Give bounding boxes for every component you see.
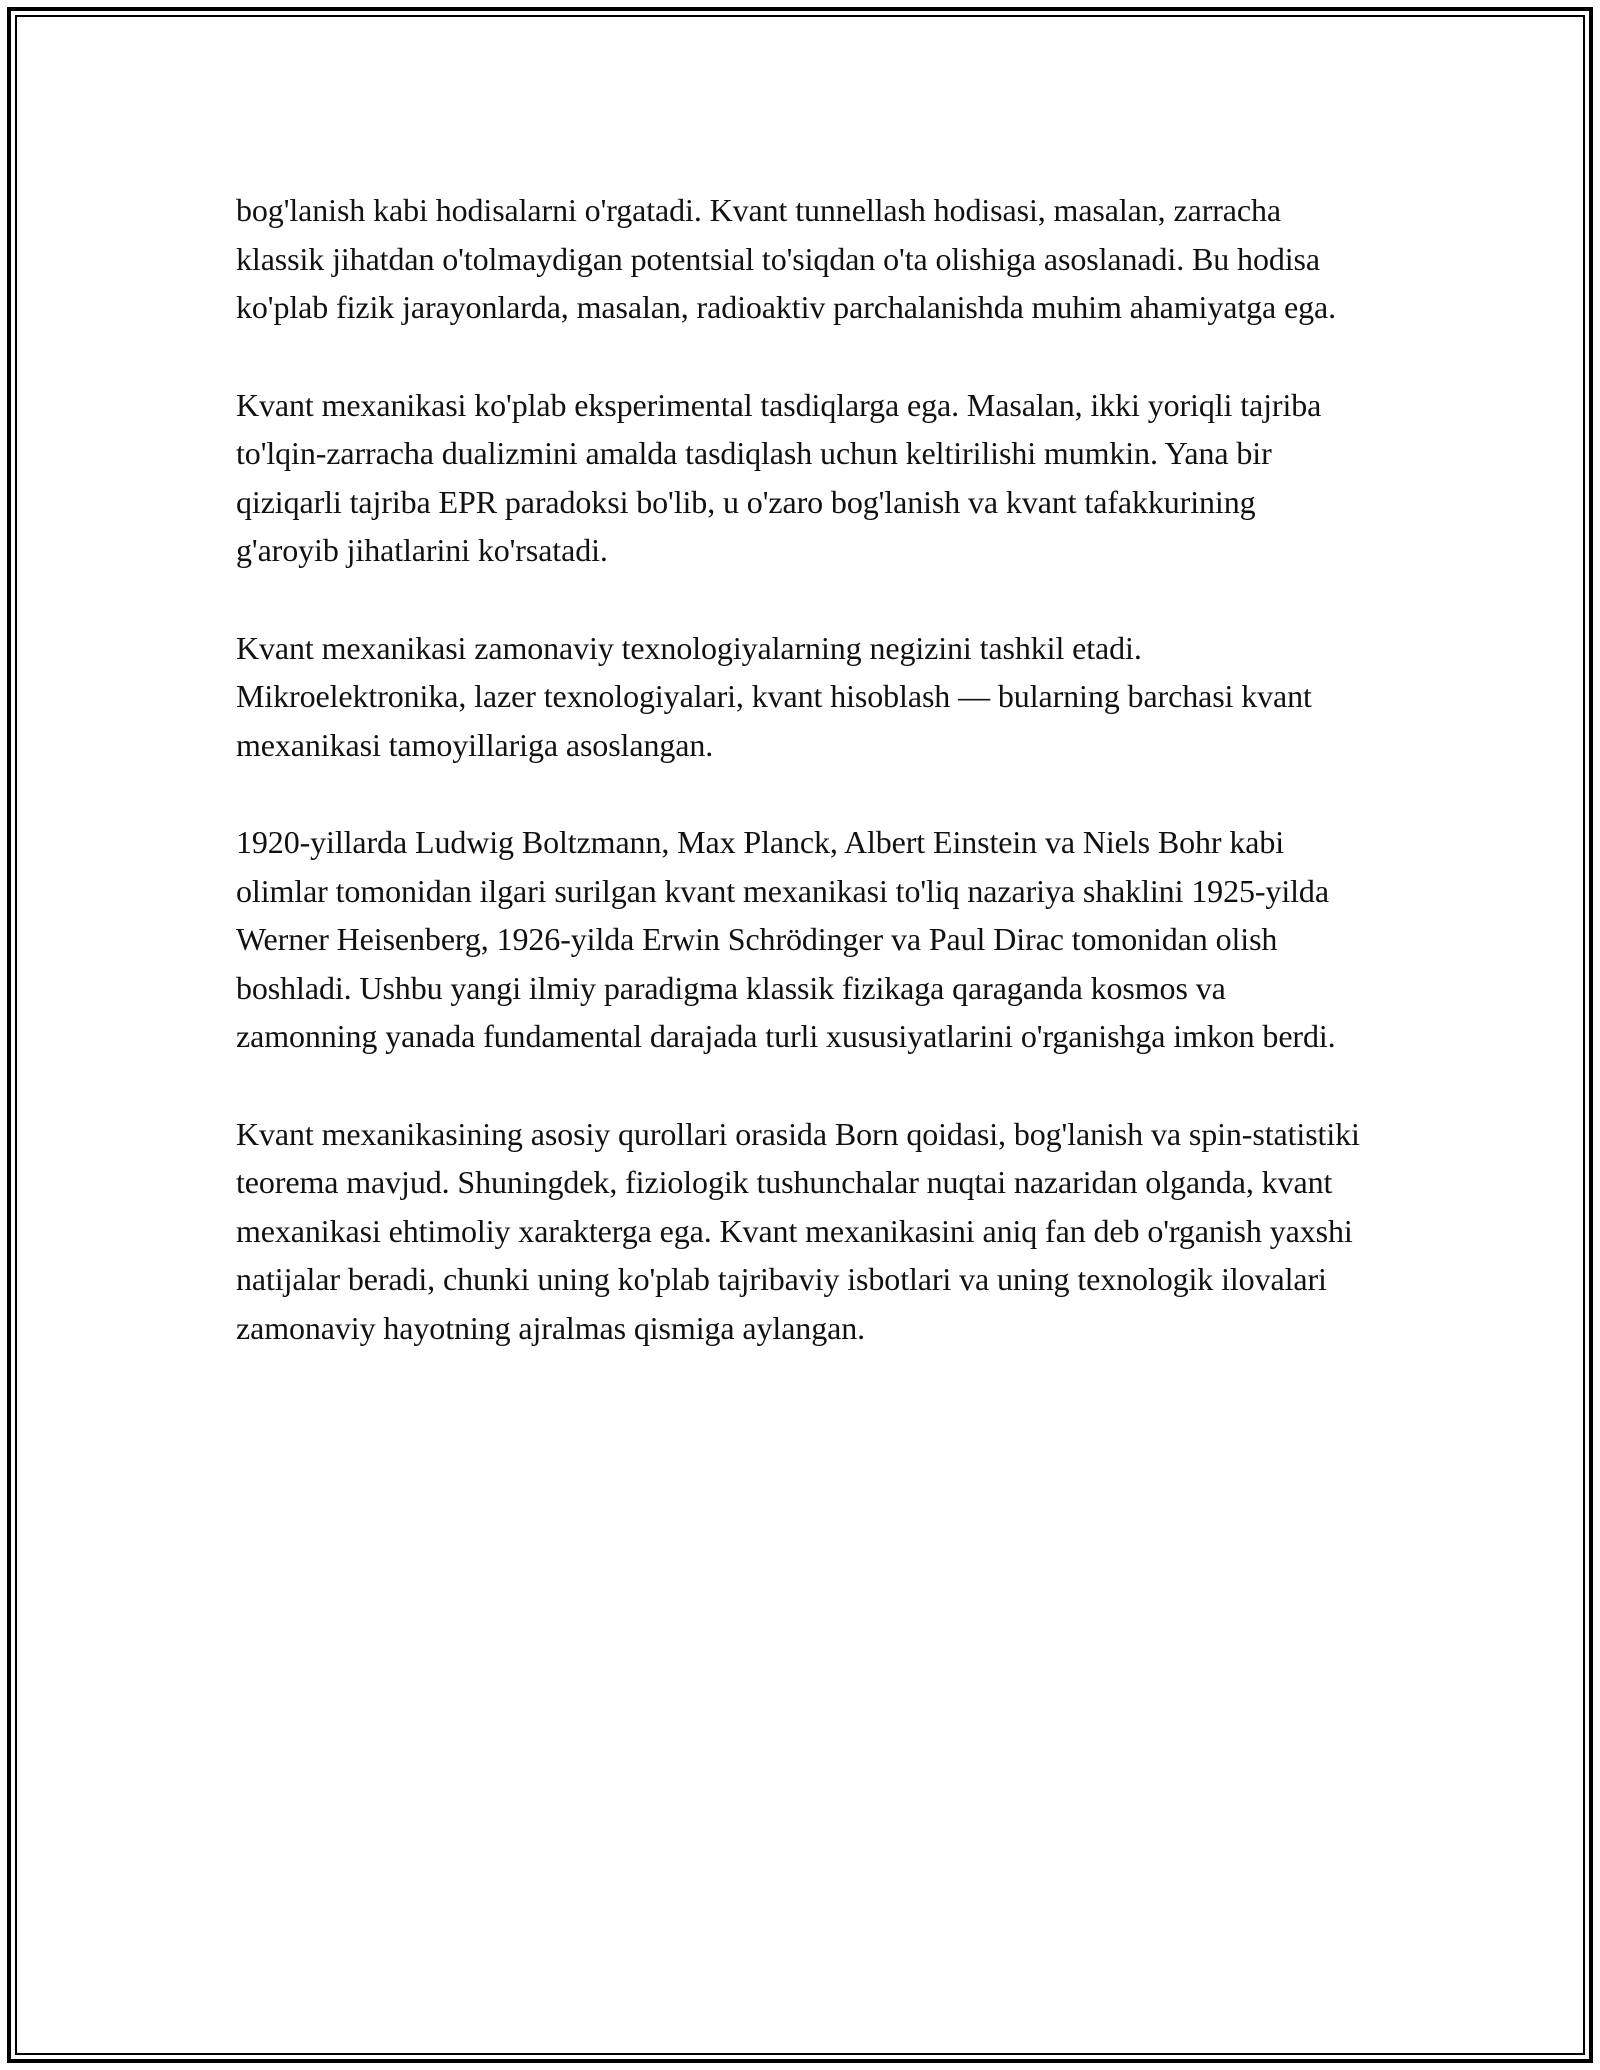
paragraph-1: bog'lanish kabi hodisalarni o'rgatadi. Kvant tunnellash hodisasi, masalan, zarracha klassik jihatdan o'tolmaydigan potentsial to'siqdan o'ta olishiga asoslanadi. Bu hodisa ko'plab fizik jarayonlarda, masalan, radioaktiv parchalanishda muhim ahamiyatga ega. xyxy=(236,192,1337,325)
paragraph-3: Kvant mexanikasi zamonaviy texnologiyalarning negizini tashkil etadi. Mikroelektronika, lazer texnologiyalari, kvant hisoblash — bularning barchasi kvant mexanikasi tamoyillariga asoslangan. xyxy=(236,629,1312,763)
paragraph-5: Kvant mexanikasining asosiy qurollari orasida Born qoidasi, bog'lanish va spin-statistiki teorema mavjud. Shuningdek, fiziologik tushunchalar nuqtai nazaridan olganda, kvant mexanikasi ehtimoliy xarakterga ega. Kvant mexanikasini aniq fan deb o'rganish yaxshi natijalar beradi, chunki uning ko'plab tajribaviy isbotlari va uning texnologik ilovalari zamonaviy hayotning ajralmas qismiga aylangan. xyxy=(236,1115,1360,1346)
paragraph-4: 1920-yillarda Ludwig Boltzmann, Max Planck, Albert Einstein va Niels Bohr kabi olimlar tomonidan ilgari surilgan kvant mexanikasi to'liq nazariya shaklini 1925-yilda Werner Heisenberg, 1926-yilda Erwin Schrödinger va Paul Dirac tomonidan olish boshladi. Ushbu yangi ilmiy paradigma klassik fizikaga qaraganda kosmos va zamonning yanada fundamental darajada turli xususiyatlarini o'rganishga imkon berdi. xyxy=(236,824,1336,1054)
document-body xyxy=(236,186,1366,1352)
paragraph-2: Kvant mexanikasi ko'plab eksperimental tasdiqlarga ega. Masalan, ikki yoriqli tajriba to'lqin-zarracha dualizmini amalda tasdiqlash uchun keltirilishi mumkin. Yana bir qiziqarli tajriba EPR paradoksi bo'lib, u o'zaro bog'lanish va kvant tafakkurining g'aroyib jihatlarini ko'rsatadi. xyxy=(236,386,1322,568)
